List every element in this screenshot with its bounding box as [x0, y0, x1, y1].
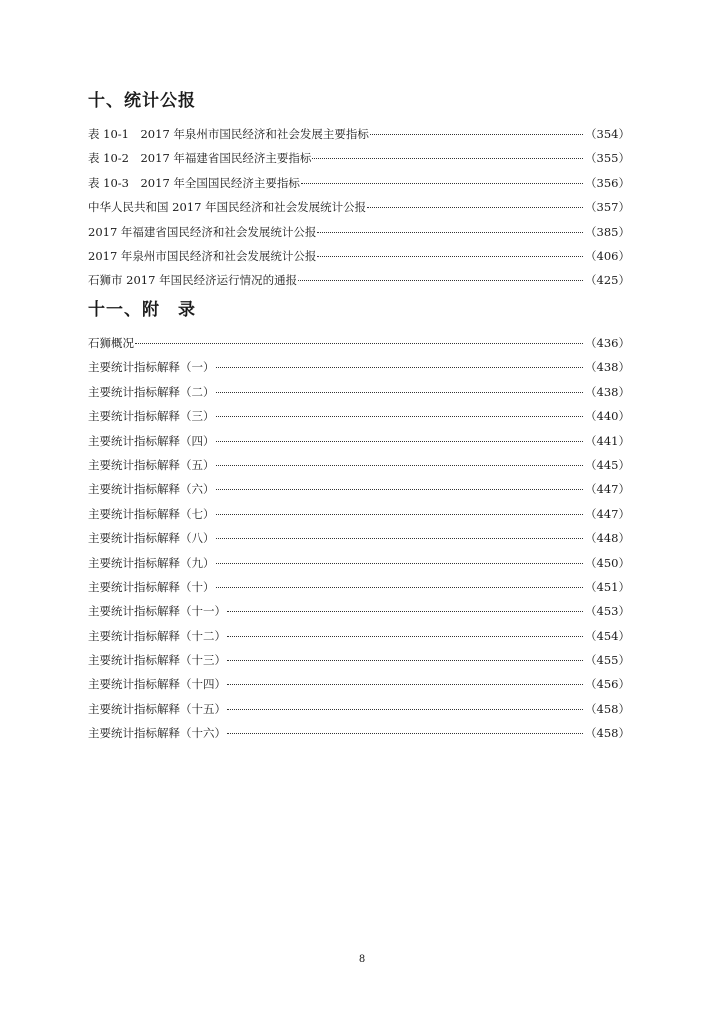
- toc-entry[interactable]: [88, 404, 630, 428]
- toc-entry-label: 石狮概况: [88, 336, 134, 350]
- toc-entry-page-number: （425）: [585, 273, 630, 288]
- toc-entry-label: 表 10-3 2017 年全国国民经济主要指标: [88, 175, 300, 190]
- toc-dot-leader: [216, 416, 584, 417]
- toc-entry[interactable]: [88, 146, 630, 170]
- toc-entry-label: 表 10-2 2017 年福建省国民经济主要指标: [88, 151, 312, 166]
- toc-entry[interactable]: [88, 526, 630, 550]
- toc-dot-leader: [227, 684, 583, 685]
- toc-dot-leader: [216, 367, 584, 368]
- toc-dot-leader: [370, 134, 583, 135]
- toc-entry-page-number: （448）: [585, 531, 630, 546]
- toc-entry-page-number: （456）: [585, 677, 630, 692]
- toc-entry-label: 主要统计指标解释（六）: [88, 482, 215, 497]
- toc-entry-label: 主要统计指标解释（十一）: [88, 604, 226, 619]
- toc-entry[interactable]: [88, 195, 630, 219]
- toc-entry[interactable]: [88, 355, 630, 379]
- toc-entry[interactable]: [88, 575, 630, 599]
- toc-dot-leader: [227, 733, 583, 734]
- toc-entry-label: 2017 年福建省国民经济和社会发展统计公报: [88, 224, 317, 239]
- toc-entry-page-number: （436）: [585, 336, 630, 350]
- toc-entry-page-number: （453）: [585, 604, 630, 619]
- toc-entry[interactable]: [88, 551, 630, 575]
- toc-entry-page-number: （454）: [585, 628, 630, 643]
- section-title-appendix: 十一、附 录: [88, 300, 196, 320]
- toc-entry[interactable]: [88, 648, 630, 672]
- toc-entry[interactable]: [88, 453, 630, 477]
- toc-entry-page-number: （447）: [585, 506, 630, 521]
- toc-dot-leader: [216, 465, 584, 466]
- toc-dot-leader: [227, 709, 583, 710]
- toc-entry[interactable]: [88, 220, 630, 244]
- toc-entry-label: 主要统计指标解释（十五）: [88, 701, 226, 716]
- toc-dot-leader: [135, 343, 583, 344]
- toc-dot-leader: [216, 514, 584, 515]
- toc-entry[interactable]: [88, 331, 630, 355]
- toc-entry[interactable]: [88, 122, 630, 146]
- toc-entry-page-number: （438）: [585, 360, 630, 375]
- toc-entry-label: 主要统计指标解释（五）: [88, 457, 215, 472]
- toc-entry-page-number: （458）: [585, 726, 630, 741]
- toc-entry-label: 主要统计指标解释（七）: [88, 506, 215, 521]
- toc-dot-leader: [216, 441, 584, 442]
- toc-entry[interactable]: [88, 171, 630, 195]
- toc-entry-label: 主要统计指标解释（十二）: [88, 628, 226, 643]
- toc-entry[interactable]: [88, 502, 630, 526]
- toc-entry-label: 主要统计指标解释（十六）: [88, 726, 226, 741]
- toc-entry-page-number: （450）: [585, 555, 630, 570]
- toc-dot-leader: [227, 660, 583, 661]
- toc-entry-label: 主要统计指标解释（十三）: [88, 653, 226, 668]
- toc-entry-page-number: （441）: [585, 433, 630, 448]
- toc-dot-leader: [312, 158, 583, 159]
- toc-entry-page-number: （385）: [585, 224, 630, 239]
- toc-dot-leader: [227, 611, 583, 612]
- toc-dot-leader: [216, 392, 584, 393]
- toc-entry[interactable]: [88, 244, 630, 268]
- toc-dot-leader: [317, 256, 583, 257]
- toc-dot-leader: [317, 232, 583, 233]
- toc-dot-leader: [216, 489, 584, 490]
- toc-dot-leader: [298, 280, 583, 281]
- toc-entry-label: 主要统计指标解释（二）: [88, 384, 215, 399]
- toc-entry-page-number: （440）: [585, 409, 630, 424]
- toc-entry-label: 主要统计指标解释（八）: [88, 531, 215, 546]
- toc-entry-page-number: （451）: [585, 579, 630, 594]
- toc-entry-label: 主要统计指标解释（四）: [88, 433, 215, 448]
- toc-entry-label: 主要统计指标解释（九）: [88, 555, 215, 570]
- toc-dot-leader: [216, 587, 584, 588]
- toc-entry-label: 主要统计指标解释（三）: [88, 409, 215, 424]
- toc-dot-leader: [227, 636, 583, 637]
- toc-entry[interactable]: [88, 599, 630, 623]
- toc-list-appendix: [88, 331, 630, 746]
- page-number: 8: [358, 954, 366, 965]
- toc-entry-page-number: （458）: [585, 701, 630, 716]
- toc-entry-label: 石狮市 2017 年国民经济运行情况的通报: [88, 273, 298, 288]
- toc-entry-page-number: （406）: [585, 248, 630, 263]
- toc-entry-label: 主要统计指标解释（十）: [88, 579, 215, 594]
- toc-entry-page-number: （354）: [585, 127, 630, 141]
- toc-entry[interactable]: [88, 697, 630, 721]
- toc-entry-label: 主要统计指标解释（一）: [88, 360, 215, 375]
- toc-entry-page-number: （447）: [585, 482, 630, 497]
- toc-entry-label: 中华人民共和国 2017 年国民经济和社会发展统计公报: [88, 200, 367, 215]
- toc-entry-page-number: （357）: [585, 200, 630, 215]
- toc-dot-leader: [367, 207, 583, 208]
- toc-entry[interactable]: [88, 624, 630, 648]
- toc-entry-label: 2017 年泉州市国民经济和社会发展统计公报: [88, 248, 317, 263]
- toc-entry-label: 主要统计指标解释（十四）: [88, 677, 226, 692]
- toc-entry[interactable]: [88, 268, 630, 292]
- toc-entry[interactable]: [88, 429, 630, 453]
- toc-entry[interactable]: [88, 380, 630, 404]
- toc-entry[interactable]: [88, 477, 630, 501]
- toc-dot-leader: [301, 183, 583, 184]
- toc-dot-leader: [216, 563, 584, 564]
- toc-entry-page-number: （455）: [585, 653, 630, 668]
- toc-entry-page-number: （356）: [585, 175, 630, 190]
- toc-entry-page-number: （355）: [585, 151, 630, 166]
- toc-entry-label: 表 10-1 2017 年泉州市国民经济和社会发展主要指标: [88, 127, 369, 141]
- toc-entry[interactable]: [88, 721, 630, 745]
- section-title-statistical-bulletins: 十、统计公报: [88, 91, 196, 111]
- toc-list-statistical-bulletins: [88, 122, 630, 293]
- toc-entry[interactable]: [88, 672, 630, 696]
- toc-dot-leader: [216, 538, 584, 539]
- toc-entry-page-number: （438）: [585, 384, 630, 399]
- toc-entry-page-number: （445）: [585, 457, 630, 472]
